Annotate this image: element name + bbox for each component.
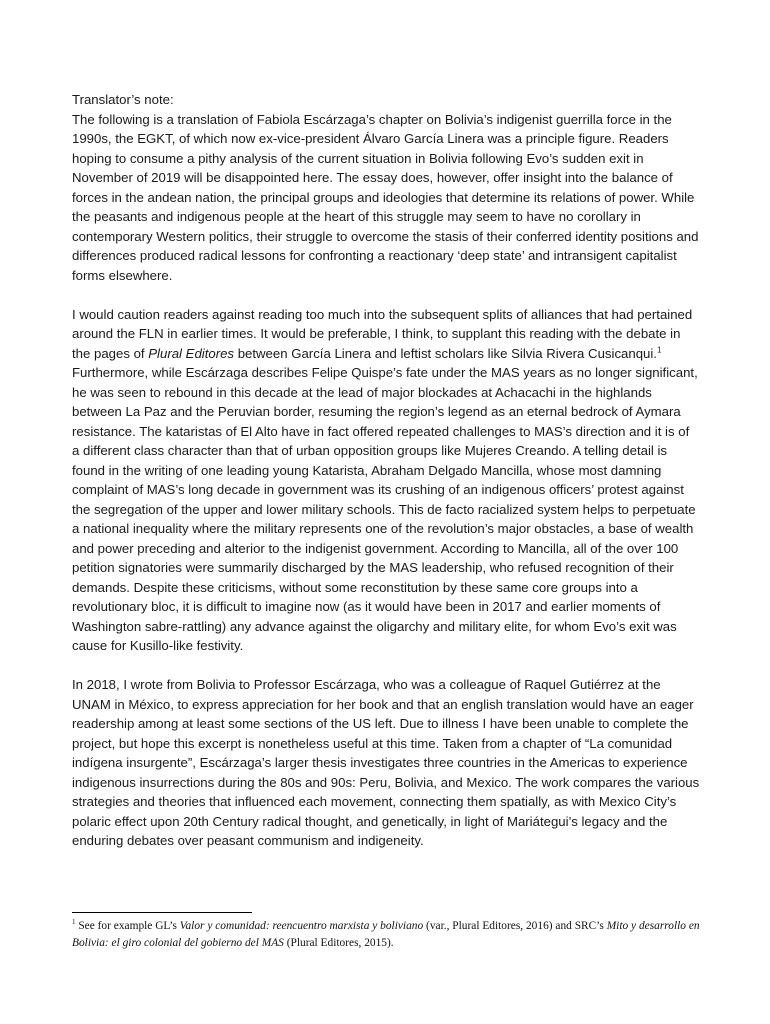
paragraph-intro: The following is a translation of Fabiola Escárzaga’s chapter on Bolivia’s indigenist guerrilla force in the 1990s, the EGKT, of which now ex-vice-president Álvaro García Linera was a principle figure. Readers hoping to consume a pithy analysis of the current situation in Bolivia following Evo’s sudden exit in November of 2019 will be disappointed here. The essay does, however, offer insight into the balance of forces in the andean nation, the principal groups and ideologies that determine its relations of power. While the peasants and indigenous people at the heart of this struggle may seem to have no corollary in contemporary Western politics, their struggle to overcome the stasis of their conferred identity positions and differences produced radical lessons for confronting a reactionary ‘deep state’ and intransigent capitalist forms elsewhere. bbox=[72, 111, 699, 283]
plural-editores-italic: Plural Editores bbox=[148, 345, 235, 361]
paragraph-caution-part1: I would caution readers against reading too much into the subsequent splits of alliances that had pertained around the FLN in earlier times. It would be preferable, I think, to supplant this reading with the debate in the pages of bbox=[72, 306, 693, 361]
footnote-mid: (var., Plural Editores, 2016) and SRC’s bbox=[423, 920, 607, 932]
footnote-number: 1 bbox=[72, 918, 76, 927]
paragraph-caution bbox=[72, 305, 700, 656]
footnote bbox=[72, 918, 700, 952]
paragraph-background: In 2018, I wrote from Bolivia to Professor Escárzaga, who was a colleague of Raquel Gutiérrez at the UNAM in México, to express appreciation for her book and that an english translation would have an eager readership among at least some sections of the US left. Due to illness I have been unable to complete the project, but hope this excerpt is nonetheless useful at this time. Taken from a chapter of “La comunidad indígena insurgente”, Escárzaga’s larger thesis investigates three countries in the Americas to experience indigenous insurrections during the 80s and 90s: Peru, Bolivia, and Mexico. The work compares the various strategies and theories that influenced each movement, connecting them spatially, as with Mexico City’s polaric effect upon 20th Century radical thought, and genetically, in light of Mariátegui’s legacy and the enduring debates over peasant communism and indigeneity. bbox=[72, 677, 700, 848]
footnote-title-mito: Mito y desarrollo en Bolivia: el giro colonial del gobierno del MAS bbox=[72, 920, 700, 949]
footnote-title-valor: Valor y comunidad: reencuentro marxista y boliviano bbox=[179, 920, 424, 932]
footnote-lead: See for example GL’s bbox=[75, 920, 180, 932]
paragraph-caution-part2: between García Linera and leftist scholars like Silvia Rivera Cusicanqui. bbox=[234, 345, 657, 361]
footnote-divider bbox=[72, 912, 252, 913]
translators-note-heading: Translator’s note: bbox=[72, 92, 174, 107]
footnote-tail: (Plural Editores, 2015). bbox=[283, 937, 394, 949]
body-text bbox=[72, 90, 700, 870]
footnote-reference[interactable]: 1 bbox=[656, 345, 662, 355]
paragraph-caution-part3: Furthermore, while Escárzaga describes Felipe Quispe’s fate under the MAS years as no longer significant, he was seen to rebound in this decade at the lead of major blockades at Achacachi in the highlands between La Paz and the Peruvian border, resuming the region’s legend as an eternal bedrock of Aymara resistance. The kataristas of El Alto have in fact offered repeated challenges to MAS’s direction and it is of a different class character than that of urban opposition groups like Mujeres Creando. A telling detail is found in the writing of one leading young Katarista, Abraham Delgado Mancilla, whose most damning complaint of MAS’s long decade in government was its crushing of an indigenous officers’ protest against the segregation of the upper and lower military schools. This de facto racialized system helps to perpetuate a national inequality where the military represents one of the revolution’s major obstacles, a base of wealth and power preceding and alterior to the indigenist government. According to Mancilla, all of the over 100 petition signatories were summarily discharged by the MAS leadership, who refused recognition of their demands. Despite these criticisms, without some reconstitution by these same core groups into a revolutionary bloc, it is difficult to imagine now (as it would have been in 2017 and earlier moments of Washington sabre-rattling) any advance against the oligarchy and military elite, for whom Evo’s exit was cause for Kusillo-like festivity. bbox=[72, 365, 698, 653]
